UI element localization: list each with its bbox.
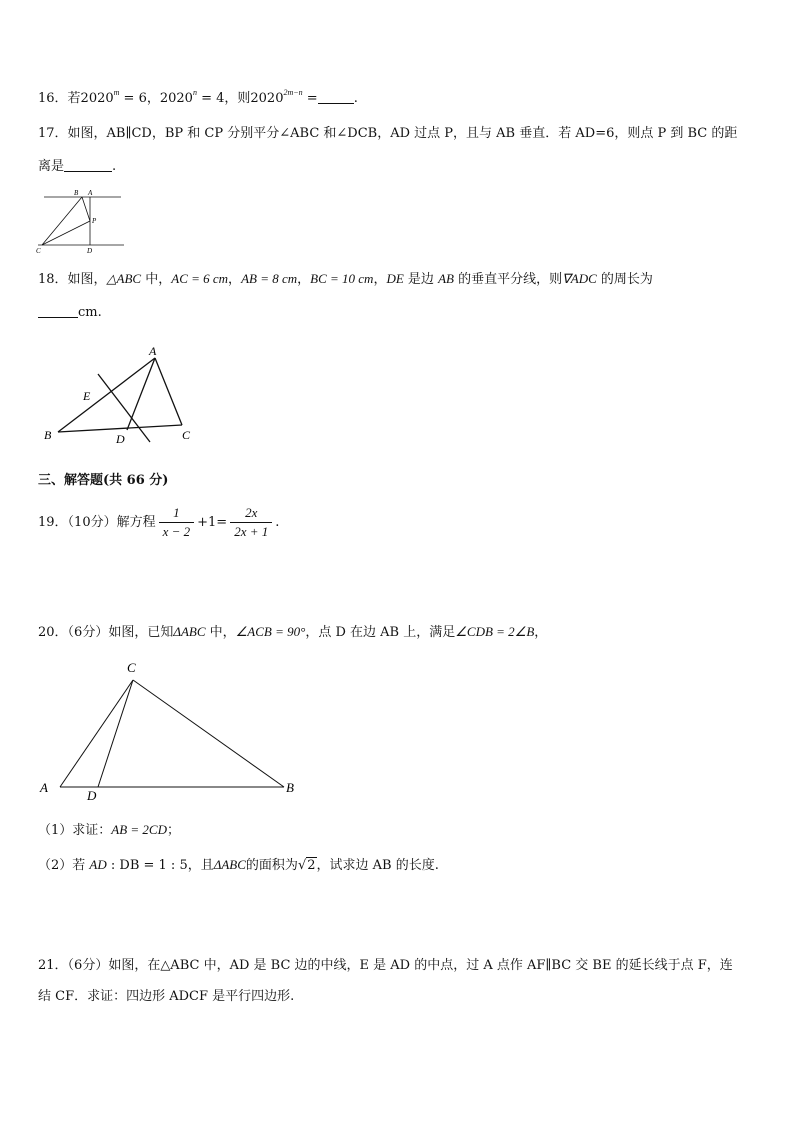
q20-figure [36,654,306,804]
segment-bc [58,425,182,432]
q20-line: 20．（6分）如图，已知ΔABC 中，∠ACB = 90°，点 D 在边 AB 上，满足∠CDB = 2∠B， [38,624,548,640]
fraction-right: $\frac{2x}{2x + 1}$ [230,505,272,540]
fraction-left: $\frac{1}{x - 2}$ [159,505,195,540]
segment-bc [42,197,82,245]
segment-ac [155,358,182,425]
q17-line2: 离是 . [38,159,117,174]
q21-line1: 21．（6分）如图，在△ABC 中，AD 是 BC 边的中线，E 是 AD 的中点，过 A 点作 AF∥BC 交 BE 的延长线于点 F，连 [38,958,733,973]
label-b: B [74,189,79,197]
label-c: C [127,660,136,675]
q17-figure [34,188,128,254]
label-c: C [36,247,41,254]
label-d: D [87,788,97,803]
label-a: A [40,780,48,795]
q18-figure [40,340,200,450]
label-a: A [88,189,93,197]
label-b: B [286,780,294,795]
label-c: C [182,428,191,442]
q18-line1: 18．如图，△ABC 中，AC = 6 cm，AB = 8 cm，BC = 10 cm，DE 是边 AB 的垂直平分线，则∇ADC 的周长为 [38,271,653,287]
q17-line1: 17．如图，AB∥CD，BP 和 CP 分别平分∠ABC 和∠DCB，AD 过点 P，且与 AB 垂直．若 AD=6，则点 P 到 BC 的距 [38,126,738,141]
segment-cd [98,680,133,787]
q16-line: 16．若$2020^m = 6$，$2020^n = 4$，则$2020^{2m-n}$ = . [38,87,358,106]
answer-blank [318,90,354,104]
answer-blank [38,304,78,318]
segment-bp [82,197,90,221]
segment-cb [133,680,284,787]
section-title: 三、解答题(共 66 分) [38,473,169,488]
q21-line2: 结 CF．求证：四边形 ADCF 是平行四边形. [38,989,295,1004]
q20-sub1: （1）求证：AB = 2CD； [38,822,181,838]
label-b: B [44,428,52,442]
label-e: E [83,389,91,403]
q19-line: 19．（10分）解方程 $\frac{1}{x - 2}$ +1= $\frac{2x}{2x + 1}$ . [38,505,280,539]
segment-cp [42,221,90,245]
label-d: D [116,432,125,446]
label-p: P [92,217,97,225]
sqrt-two: √2 [297,858,316,873]
label-d: D [87,247,93,254]
answer-blank [64,158,112,172]
q18-line2: cm. [38,304,102,321]
q20-sub2: （2）若 AD : DB = 1 : 5，且ΔABC的面积为√2，试求边 AB 的长度. [38,857,439,873]
segment-ac [60,680,133,787]
label-a: A [149,344,157,358]
